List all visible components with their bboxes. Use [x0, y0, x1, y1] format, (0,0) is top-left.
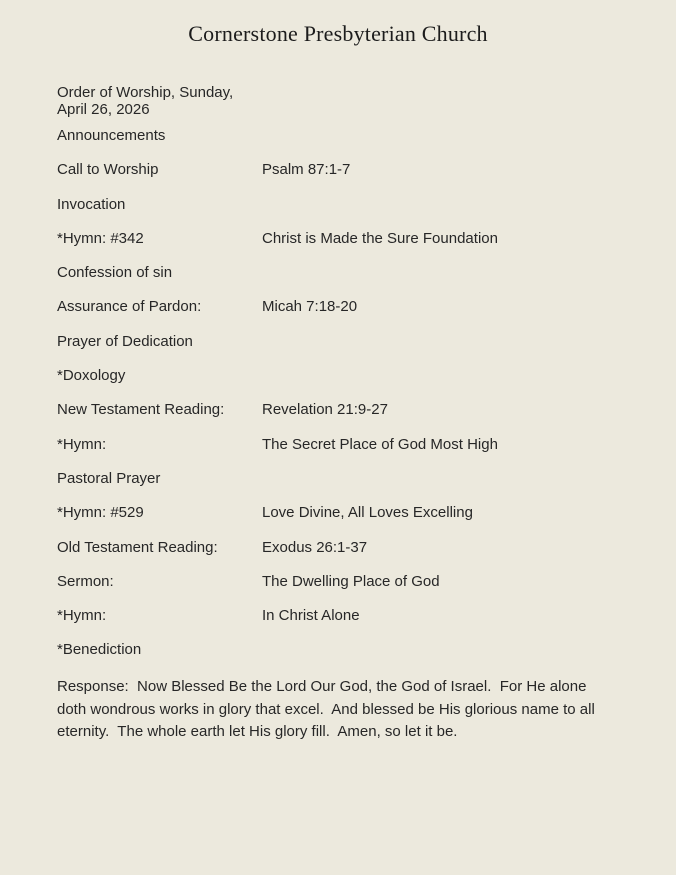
- order-item-label: *Hymn:: [57, 607, 107, 625]
- order-item-value: Psalm 87:1-7: [262, 161, 351, 179]
- order-item-label: New Testament Reading:: [57, 401, 225, 419]
- order-item-label: Old Testament Reading:: [57, 538, 218, 556]
- response-paragraph: Response: Now Blessed Be the Lord Our God, the God of Israel. For He alone doth wondrous works in glory that excel. And blessed be His glorious name to all eternity. The whole earth let His glory fill. Amen, so let it be.: [57, 678, 599, 741]
- order-item-label: Invocation: [57, 195, 126, 213]
- order-item-label: Assurance of Pardon:: [57, 298, 202, 316]
- order-item-label: *Doxology: [57, 367, 126, 385]
- order-item-label: Call to Worship: [57, 161, 159, 179]
- order-row: [57, 153, 618, 187]
- order-item-value: Love Divine, All Loves Excelling: [262, 504, 473, 522]
- order-item-value: Micah 7:18-20: [262, 298, 358, 316]
- order-item-value: The Secret Place of God Most High: [262, 435, 498, 453]
- order-row: [57, 598, 618, 632]
- order-item-label: Confession of sin: [57, 264, 173, 282]
- order-row: [57, 530, 618, 564]
- order-row: [57, 633, 618, 667]
- order-item-label: Prayer of Dedication: [57, 332, 193, 350]
- order-row: [57, 255, 618, 289]
- order-item-label: Sermon:: [57, 572, 114, 590]
- order-item-label: *Hymn:: [57, 435, 107, 453]
- order-item-value: The Dwelling Place of God: [262, 572, 440, 590]
- order-row: [57, 221, 618, 255]
- order-item-label: *Hymn: #529: [57, 504, 144, 522]
- page-title: Cornerstone Presbyterian Church: [188, 21, 488, 46]
- order-item-value: Exodus 26:1-37: [262, 538, 368, 556]
- order-item-label: Announcements: [57, 126, 166, 144]
- order-item-value: Revelation 21:9-27: [262, 401, 388, 419]
- order-item-value: Christ is Made the Sure Foundation: [262, 229, 498, 247]
- order-row: [57, 427, 618, 461]
- order-row: [57, 393, 618, 427]
- order-row: [57, 358, 618, 392]
- order-row: [57, 461, 618, 495]
- order-row: [57, 118, 618, 152]
- order-item-label: *Hymn: #342: [57, 229, 144, 247]
- order-item-label: Pastoral Prayer: [57, 469, 161, 487]
- order-item-label: *Benediction: [57, 641, 142, 659]
- order-row: [57, 496, 618, 530]
- order-item-value: In Christ Alone: [262, 607, 360, 625]
- bulletin-content: [0, 84, 676, 744]
- order-heading: Order of Worship, Sunday, April 26, 2026: [57, 84, 234, 119]
- order-heading-row: [57, 84, 618, 118]
- order-row: [57, 564, 618, 598]
- order-row: [57, 290, 618, 324]
- order-of-worship-list: [57, 84, 618, 667]
- order-row: [57, 324, 618, 358]
- order-row: [57, 187, 618, 221]
